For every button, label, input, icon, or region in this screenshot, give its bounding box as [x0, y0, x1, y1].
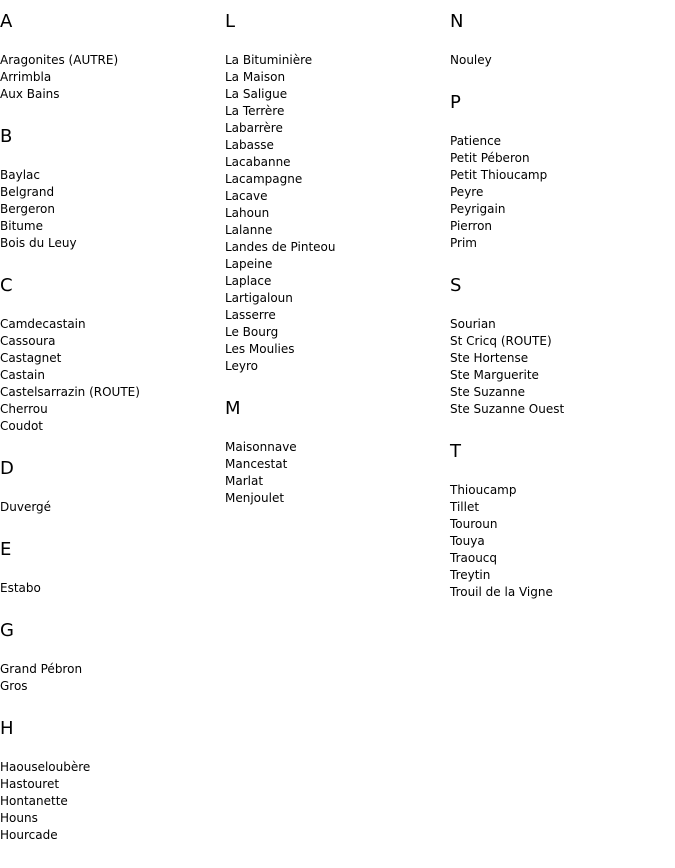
place-name: Petit Thioucamp: [450, 168, 548, 182]
place-name: Labasse: [225, 138, 274, 152]
letter-group: [225, 12, 445, 375]
letter-group: [0, 621, 220, 695]
place-name: Pierron: [450, 219, 493, 233]
group-letter-heading: M: [225, 398, 241, 419]
place-name: Cassoura: [0, 334, 56, 348]
place-name: Nouley: [450, 53, 492, 67]
place-name: Marlat: [225, 474, 264, 488]
place-name: Le Bourg: [225, 325, 279, 339]
letter-group: [0, 719, 220, 844]
place-list: [0, 580, 220, 597]
place-name: Traoucq: [450, 551, 498, 565]
place-list: [0, 499, 220, 516]
group-letter-heading: L: [225, 11, 236, 32]
letter-group: [0, 12, 220, 103]
place-name: Touya: [450, 534, 485, 548]
place-name: Ste Suzanne: [450, 385, 525, 399]
place-name: Lasserre: [225, 308, 276, 322]
place-name: Lahoun: [225, 206, 270, 220]
place-name: Mancestat: [225, 457, 288, 471]
place-name: Leyro: [225, 359, 258, 373]
place-list: [450, 133, 670, 252]
place-list: [450, 482, 670, 601]
place-name: Castagnet: [0, 351, 62, 365]
place-name: Aragonites (AUTRE): [0, 53, 119, 67]
place-name: Hourcade: [0, 828, 58, 842]
place-name: La Maison: [225, 70, 286, 84]
place-name: Ste Suzanne Ouest: [450, 402, 565, 416]
place-name: Bergeron: [0, 202, 55, 216]
place-name: Lapeine: [225, 257, 273, 271]
group-letter-heading: P: [450, 92, 461, 113]
group-letter-heading: S: [450, 275, 462, 296]
place-name: Peyre: [450, 185, 484, 199]
place-name: La Saligue: [225, 87, 288, 101]
place-name: Les Moulies: [225, 342, 295, 356]
place-list: [450, 316, 670, 418]
letter-group: [0, 459, 220, 516]
place-name: Menjoulet: [225, 491, 285, 505]
place-name: Houns: [0, 811, 38, 825]
place-name: Hontanette: [0, 794, 68, 808]
place-name: Trouil de la Vigne: [450, 585, 553, 599]
group-letter-heading: B: [0, 126, 13, 147]
place-name: Belgrand: [0, 185, 55, 199]
place-name: Hastouret: [0, 777, 60, 791]
place-name: Peyrigain: [450, 202, 506, 216]
place-name: Touroun: [450, 517, 498, 531]
place-name: Thioucamp: [450, 483, 517, 497]
place-name: Laplace: [225, 274, 272, 288]
place-name: Castelsarrazin (ROUTE): [0, 385, 140, 399]
place-list: [0, 661, 220, 695]
place-name: Lartigaloun: [225, 291, 293, 305]
place-name: Castain: [0, 368, 45, 382]
group-letter-heading: N: [450, 11, 464, 32]
place-name: Lacabanne: [225, 155, 291, 169]
place-list: [0, 316, 220, 435]
group-letter-heading: C: [0, 275, 13, 296]
index-column-2: [225, 0, 445, 531]
place-name: Bitume: [0, 219, 43, 233]
place-list: [0, 52, 220, 103]
place-list: [225, 52, 445, 375]
place-name: Landes de Pinteou: [225, 240, 336, 254]
place-name: Lacave: [225, 189, 268, 203]
place-name: Haouseloubère: [0, 760, 91, 774]
place-name: Grand Pébron: [0, 662, 83, 676]
letter-group: [450, 93, 670, 252]
place-name: Treytin: [450, 568, 491, 582]
letter-group: [450, 276, 670, 418]
index-column-3: [450, 0, 670, 625]
letter-group: [0, 276, 220, 435]
letter-group: [225, 399, 445, 507]
group-letter-heading: E: [0, 539, 12, 560]
index-column-1: [0, 0, 220, 868]
place-name: Ste Hortense: [450, 351, 529, 365]
letter-group: [0, 540, 220, 597]
place-name: Baylac: [0, 168, 40, 182]
place-name: Arrimbla: [0, 70, 52, 84]
letter-group: [0, 127, 220, 252]
place-name: Gros: [0, 679, 28, 693]
place-name: Coudot: [0, 419, 43, 433]
group-letter-heading: T: [450, 441, 461, 462]
place-name: Ste Marguerite: [450, 368, 539, 382]
place-name: La Terrère: [225, 104, 285, 118]
place-list: [225, 439, 445, 507]
place-name: Duvergé: [0, 500, 52, 514]
place-name: Tillet: [450, 500, 480, 514]
place-list: [0, 167, 220, 252]
place-name: Prim: [450, 236, 477, 250]
letter-group: [450, 12, 670, 69]
place-name: Camdecastain: [0, 317, 86, 331]
place-name: Petit Péberon: [450, 151, 530, 165]
place-name: Lalanne: [225, 223, 273, 237]
place-name: St Cricq (ROUTE): [450, 334, 552, 348]
letter-group: [450, 442, 670, 601]
group-letter-heading: G: [0, 620, 14, 641]
place-name: Aux Bains: [0, 87, 60, 101]
place-name: Bois du Leuy: [0, 236, 77, 250]
group-letter-heading: D: [0, 458, 14, 479]
place-name: Estabo: [0, 581, 41, 595]
place-name: La Bituminière: [225, 53, 313, 67]
place-name: Labarrère: [225, 121, 283, 135]
place-name: Cherrou: [0, 402, 48, 416]
place-list: [450, 52, 670, 69]
place-name: Maisonnave: [225, 440, 297, 454]
place-name: Sourian: [450, 317, 496, 331]
place-name: Patience: [450, 134, 502, 148]
group-letter-heading: A: [0, 11, 13, 32]
group-letter-heading: H: [0, 718, 14, 739]
place-name: Lacampagne: [225, 172, 303, 186]
